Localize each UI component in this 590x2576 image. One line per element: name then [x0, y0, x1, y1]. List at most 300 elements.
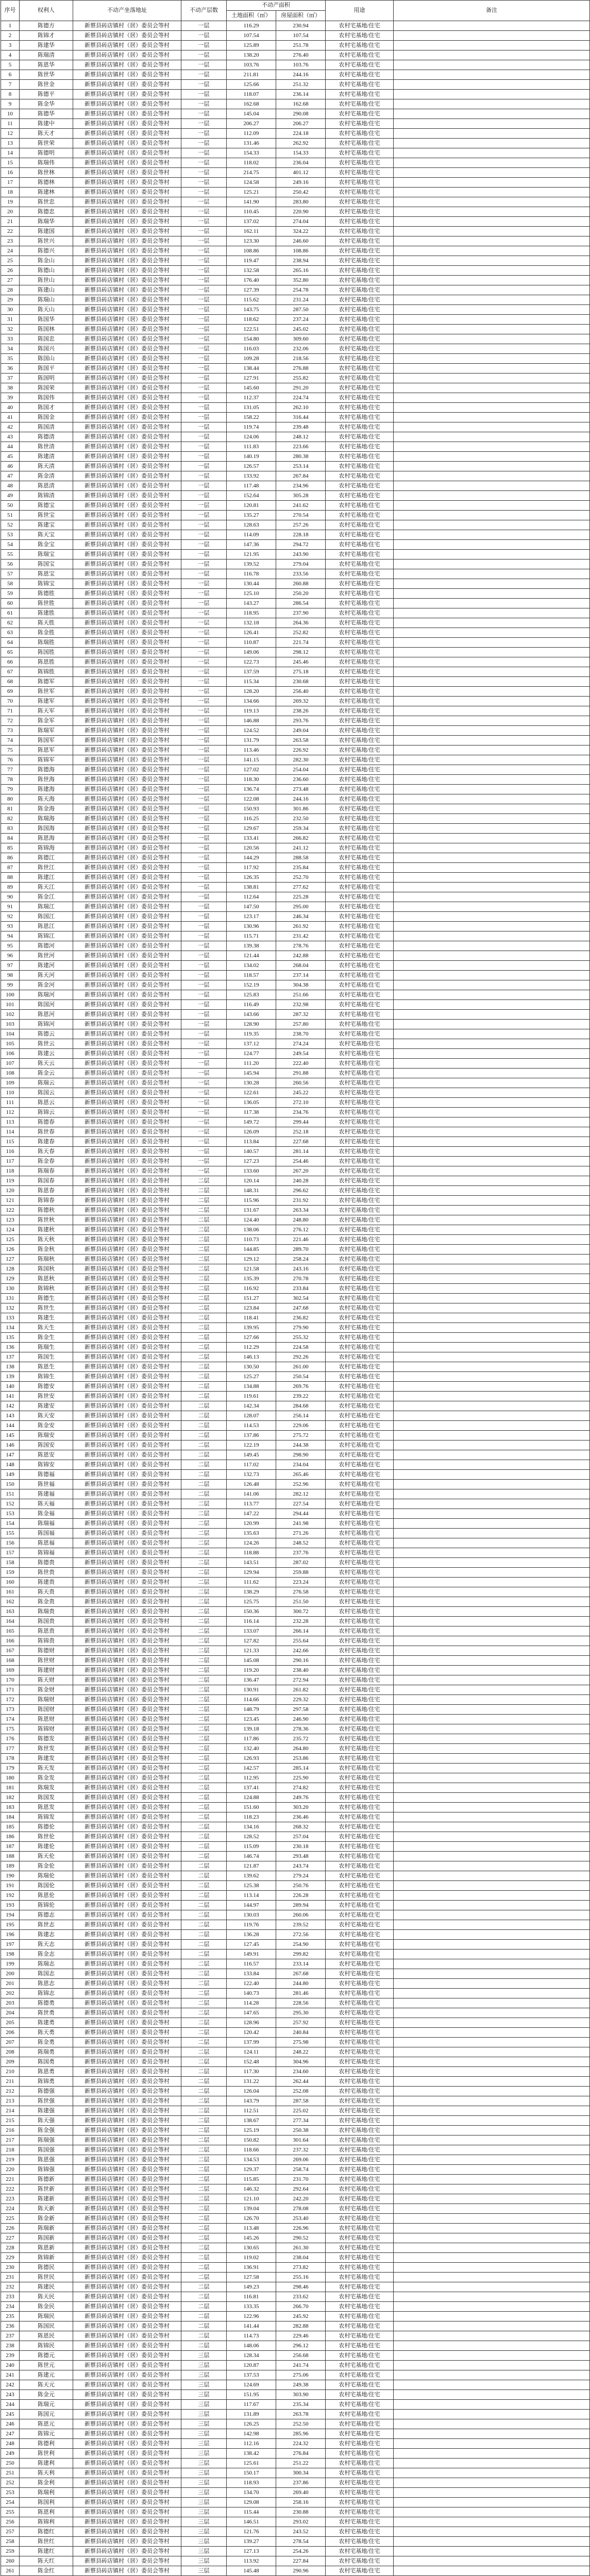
cell-floor: 一层 — [181, 648, 227, 657]
cell-note — [394, 2380, 590, 2390]
cell-floor: 一层 — [181, 139, 227, 148]
cell-land-area: 113.92 — [227, 2556, 276, 2566]
cell-note — [394, 266, 590, 276]
cell-location: 新蔡县砖店镇村（居）委员会等村 — [73, 1636, 181, 1646]
cell-location: 新蔡县砖店镇村（居）委员会等村 — [73, 2429, 181, 2439]
cell-owner: 陈锦河 — [20, 1020, 73, 1029]
cell-location: 新蔡县砖店镇村（居）委员会等村 — [73, 1098, 181, 1108]
cell-floor: 二层 — [181, 1920, 227, 1930]
cell-owner: 陈天宝 — [20, 530, 73, 540]
cell-use: 农村宅基地/住宅 — [326, 403, 394, 413]
cell-land-area: 112.37 — [227, 393, 276, 403]
cell-land-area: 128.34 — [227, 2351, 276, 2361]
cell-note — [394, 1284, 590, 1294]
cell-note — [394, 334, 590, 344]
cell-location: 新蔡县砖店镇村（居）委员会等村 — [73, 2018, 181, 2028]
cell-use: 农村宅基地/住宅 — [326, 1352, 394, 1362]
cell-building-area: 298.90 — [276, 1450, 326, 1460]
cell-location: 新蔡县砖店镇村（居）委员会等村 — [73, 1382, 181, 1392]
cell-location: 新蔡县砖店镇村（居）委员会等村 — [73, 697, 181, 706]
cell-use: 农村宅基地/住宅 — [326, 550, 394, 560]
cell-floor: 一层 — [181, 266, 227, 276]
cell-building-area: 225.90 — [276, 1773, 326, 1783]
cell-building-area: 228.18 — [276, 530, 326, 540]
cell-no: 113 — [1, 1117, 20, 1127]
cell-land-area: 119.20 — [227, 1666, 276, 1675]
cell-building-area: 255.82 — [276, 374, 326, 383]
cell-building-area: 284.68 — [276, 1401, 326, 1411]
cell-note — [394, 1186, 590, 1196]
cell-no: 134 — [1, 1323, 20, 1333]
cell-land-area: 131.67 — [227, 1206, 276, 1215]
cell-floor: 一层 — [181, 325, 227, 334]
cell-floor: 二层 — [181, 2194, 227, 2204]
cell-note — [394, 285, 590, 295]
cell-no: 196 — [1, 1930, 20, 1940]
cell-building-area: 233.62 — [276, 2292, 326, 2302]
cell-location: 新蔡县砖店镇村（居）委员会等村 — [73, 961, 181, 971]
cell-land-area: 137.02 — [227, 217, 276, 227]
cell-floor: 一层 — [181, 41, 227, 50]
cell-location: 新蔡县砖店镇村（居）委员会等村 — [73, 1529, 181, 1538]
table-row — [1, 1930, 590, 1940]
table-row — [1, 1010, 590, 1020]
cell-location: 新蔡县砖店镇村（居）委员会等村 — [73, 2194, 181, 2204]
cell-no: 160 — [1, 1578, 20, 1587]
table-row — [1, 2459, 590, 2468]
cell-floor: 二层 — [181, 1607, 227, 1617]
cell-use: 农村宅基地/住宅 — [326, 1617, 394, 1626]
cell-floor: 一层 — [181, 804, 227, 814]
table-row — [1, 2419, 590, 2429]
table-row — [1, 1724, 590, 1734]
table-row — [1, 374, 590, 383]
cell-building-area: 277.34 — [276, 2116, 326, 2126]
cell-note — [394, 2028, 590, 2038]
cell-land-area: 124.52 — [227, 726, 276, 736]
cell-no: 193 — [1, 1901, 20, 1910]
table-row — [1, 2439, 590, 2449]
cell-building-area: 280.38 — [276, 452, 326, 462]
cell-land-area: 132.58 — [227, 266, 276, 276]
cell-building-area: 274.24 — [276, 1039, 326, 1049]
cell-location: 新蔡县砖店镇村（居）委员会等村 — [73, 1754, 181, 1764]
cell-owner: 陈金福 — [20, 1509, 73, 1519]
cell-floor: 一层 — [181, 726, 227, 736]
cell-owner: 陈瑞军 — [20, 726, 73, 736]
cell-no: 8 — [1, 90, 20, 99]
cell-owner: 陈天强 — [20, 2116, 73, 2126]
cell-no: 224 — [1, 2204, 20, 2214]
cell-no: 94 — [1, 931, 20, 941]
table-row — [1, 2429, 590, 2439]
cell-no: 227 — [1, 2233, 20, 2243]
cell-no: 239 — [1, 2351, 20, 2361]
table-row — [1, 990, 590, 1000]
cell-building-area: 220.90 — [276, 207, 326, 217]
cell-owner: 陈建伦 — [20, 1842, 73, 1852]
cell-no: 161 — [1, 1587, 20, 1597]
cell-location: 新蔡县砖店镇村（居）委员会等村 — [73, 1617, 181, 1626]
cell-owner: 陈国山 — [20, 354, 73, 364]
cell-floor: 一层 — [181, 785, 227, 794]
table-row — [1, 158, 590, 168]
cell-floor: 一层 — [181, 608, 227, 618]
cell-land-area: 118.02 — [227, 158, 276, 168]
cell-building-area: 250.54 — [276, 1372, 326, 1382]
table-row — [1, 315, 590, 325]
table-row — [1, 1147, 590, 1157]
cell-note — [394, 1313, 590, 1323]
cell-building-area: 236.04 — [276, 158, 326, 168]
cell-land-area: 121.58 — [227, 1264, 276, 1274]
cell-floor: 二层 — [181, 1303, 227, 1313]
table-row — [1, 364, 590, 374]
cell-use: 农村宅基地/住宅 — [326, 90, 394, 99]
cell-note — [394, 1088, 590, 1098]
cell-building-area: 290.16 — [276, 1656, 326, 1666]
cell-land-area: 114.66 — [227, 1695, 276, 1705]
cell-floor: 二层 — [181, 1940, 227, 1950]
cell-use: 农村宅基地/住宅 — [326, 716, 394, 726]
cell-note — [394, 657, 590, 667]
cell-building-area: 262.44 — [276, 2077, 326, 2087]
cell-location: 新蔡县砖店镇村（居）委员会等村 — [73, 1460, 181, 1470]
table-row — [1, 60, 590, 70]
cell-use: 农村宅基地/住宅 — [326, 2106, 394, 2116]
table-row — [1, 2106, 590, 2116]
cell-building-area: 251.50 — [276, 1597, 326, 1607]
table-row — [1, 50, 590, 60]
cell-owner: 陈国海 — [20, 824, 73, 834]
cell-note — [394, 2341, 590, 2351]
table-row — [1, 432, 590, 442]
cell-note — [394, 1597, 590, 1607]
cell-owner: 陈恩宝 — [20, 569, 73, 579]
cell-no: 18 — [1, 188, 20, 197]
cell-location: 新蔡县砖店镇村（居）委员会等村 — [73, 1303, 181, 1313]
cell-floor: 二层 — [181, 1861, 227, 1871]
cell-note — [394, 1401, 590, 1411]
cell-owner: 陈国民 — [20, 2321, 73, 2331]
cell-no: 205 — [1, 2018, 20, 2028]
table-row — [1, 883, 590, 892]
table-row — [1, 1636, 590, 1646]
cell-location: 新蔡县砖店镇村（居）委员会等村 — [73, 1783, 181, 1793]
cell-building-area: 299.82 — [276, 1950, 326, 1959]
cell-note — [394, 1440, 590, 1450]
cell-floor: 二层 — [181, 1685, 227, 1695]
table-row — [1, 266, 590, 276]
cell-floor: 一层 — [181, 569, 227, 579]
cell-no: 251 — [1, 2468, 20, 2478]
table-row — [1, 1509, 590, 1519]
cell-note — [394, 2517, 590, 2527]
cell-use: 农村宅基地/住宅 — [326, 1587, 394, 1597]
cell-owner: 陈恩秋 — [20, 1274, 73, 1284]
cell-use: 农村宅基地/住宅 — [326, 1157, 394, 1166]
cell-land-area: 136.47 — [227, 1675, 276, 1685]
cell-land-area: 124.58 — [227, 178, 276, 188]
cell-note — [394, 2507, 590, 2517]
cell-land-area: 146.74 — [227, 1852, 276, 1861]
cell-owner: 陈恩元 — [20, 2419, 73, 2429]
cell-land-area: 116.29 — [227, 21, 276, 31]
cell-location: 新蔡县砖店镇村（居）委员会等村 — [73, 1450, 181, 1460]
cell-use: 农村宅基地/住宅 — [326, 1215, 394, 1225]
table-row — [1, 2331, 590, 2341]
cell-use: 农村宅基地/住宅 — [326, 1078, 394, 1088]
cell-no: 77 — [1, 765, 20, 775]
cell-building-area: 252.50 — [276, 2419, 326, 2429]
cell-use: 农村宅基地/住宅 — [326, 697, 394, 706]
cell-building-area: 261.30 — [276, 2243, 326, 2253]
cell-use: 农村宅基地/住宅 — [326, 1773, 394, 1783]
table-row — [1, 2547, 590, 2556]
cell-note — [394, 1842, 590, 1852]
cell-floor: 一层 — [181, 1098, 227, 1108]
cell-owner: 陈恩华 — [20, 60, 73, 70]
cell-floor: 一层 — [181, 413, 227, 422]
cell-no: 59 — [1, 589, 20, 599]
cell-building-area: 231.24 — [276, 295, 326, 305]
cell-owner: 陈建江 — [20, 873, 73, 883]
cell-owner: 陈世民 — [20, 2273, 73, 2282]
cell-floor: 一层 — [181, 393, 227, 403]
cell-owner: 陈世新 — [20, 2184, 73, 2194]
table-row — [1, 1421, 590, 1431]
cell-location: 新蔡县砖店镇村（居）委员会等村 — [73, 1842, 181, 1852]
cell-location: 新蔡县砖店镇村（居）委员会等村 — [73, 1626, 181, 1636]
cell-owner: 陈国利 — [20, 2498, 73, 2507]
cell-building-area: 290.52 — [276, 2233, 326, 2243]
cell-note — [394, 1147, 590, 1157]
table-row — [1, 2243, 590, 2253]
cell-building-area: 237.14 — [276, 971, 326, 980]
cell-no: 217 — [1, 2136, 20, 2145]
cell-no: 148 — [1, 1460, 20, 1470]
cell-note — [394, 892, 590, 902]
cell-location: 新蔡县砖店镇村（居）委员会等村 — [73, 2008, 181, 2018]
cell-note — [394, 589, 590, 599]
cell-no: 81 — [1, 804, 20, 814]
cell-floor: 二层 — [181, 1440, 227, 1450]
cell-use: 农村宅基地/住宅 — [326, 129, 394, 139]
cell-note — [394, 129, 590, 139]
cell-building-area: 248.12 — [276, 432, 326, 442]
cell-use: 农村宅基地/住宅 — [326, 1284, 394, 1294]
table-row — [1, 530, 590, 540]
cell-owner: 陈金利 — [20, 2478, 73, 2488]
cell-location: 新蔡县砖店镇村（居）委员会等村 — [73, 90, 181, 99]
cell-location: 新蔡县砖店镇村（居）委员会等村 — [73, 2057, 181, 2067]
cell-note — [394, 1519, 590, 1529]
cell-use: 农村宅基地/住宅 — [326, 2498, 394, 2507]
cell-land-area: 130.96 — [227, 922, 276, 931]
cell-building-area: 285.96 — [276, 2429, 326, 2439]
cell-land-area: 119.74 — [227, 422, 276, 432]
cell-floor: 二层 — [181, 1724, 227, 1734]
cell-note — [394, 1166, 590, 1176]
cell-use: 农村宅基地/住宅 — [326, 413, 394, 422]
table-row — [1, 1480, 590, 1489]
cell-land-area: 142.34 — [227, 1401, 276, 1411]
cell-land-area: 125.75 — [227, 1597, 276, 1607]
cell-floor: 一层 — [181, 755, 227, 765]
cell-use: 农村宅基地/住宅 — [326, 2175, 394, 2184]
cell-use: 农村宅基地/住宅 — [326, 1421, 394, 1431]
cell-note — [394, 158, 590, 168]
cell-owner: 陈国明 — [20, 374, 73, 383]
cell-no: 247 — [1, 2429, 20, 2439]
cell-owner: 陈瑞春 — [20, 1166, 73, 1176]
cell-use: 农村宅基地/住宅 — [326, 1108, 394, 1117]
cell-location: 新蔡县砖店镇村（居）委员会等村 — [73, 2380, 181, 2390]
cell-no: 141 — [1, 1392, 20, 1401]
cell-building-area: 271.26 — [276, 1529, 326, 1538]
cell-no: 190 — [1, 1871, 20, 1881]
cell-building-area: 236.14 — [276, 90, 326, 99]
table-row — [1, 2488, 590, 2498]
cell-land-area: 137.53 — [227, 2370, 276, 2380]
cell-use: 农村宅基地/住宅 — [326, 2361, 394, 2370]
cell-note — [394, 442, 590, 452]
cell-building-area: 245.22 — [276, 1088, 326, 1098]
cell-building-area: 243.52 — [276, 2527, 326, 2537]
cell-land-area: 130.91 — [227, 1685, 276, 1695]
cell-use: 农村宅基地/住宅 — [326, 971, 394, 980]
cell-owner: 陈建利 — [20, 2459, 73, 2468]
cell-building-area: 241.74 — [276, 2361, 326, 2370]
cell-use: 农村宅基地/住宅 — [326, 1842, 394, 1852]
cell-no: 171 — [1, 1685, 20, 1695]
cell-building-area: 243.90 — [276, 550, 326, 560]
cell-land-area: 116.49 — [227, 1000, 276, 1010]
cell-note — [394, 99, 590, 109]
cell-building-area: 263.78 — [276, 2410, 326, 2419]
cell-floor: 一层 — [181, 1166, 227, 1176]
cell-land-area: 146.13 — [227, 1352, 276, 1362]
cell-location: 新蔡县砖店镇村（居）委员会等村 — [73, 599, 181, 608]
cell-floor: 一层 — [181, 520, 227, 530]
cell-use: 农村宅基地/住宅 — [326, 1245, 394, 1255]
cell-floor: 二层 — [181, 2282, 227, 2292]
cell-use: 农村宅基地/住宅 — [326, 1822, 394, 1832]
cell-use: 农村宅基地/住宅 — [326, 2214, 394, 2224]
table-row — [1, 687, 590, 697]
cell-note — [394, 462, 590, 471]
cell-location: 新蔡县砖店镇村（居）委员会等村 — [73, 804, 181, 814]
cell-note — [394, 2096, 590, 2106]
cell-floor: 二层 — [181, 1881, 227, 1891]
table-row — [1, 471, 590, 481]
cell-building-area: 241.62 — [276, 501, 326, 511]
cell-use: 农村宅基地/住宅 — [326, 1401, 394, 1411]
cell-floor: 二层 — [181, 2204, 227, 2214]
cell-note — [394, 1264, 590, 1274]
cell-no: 110 — [1, 1088, 20, 1098]
cell-location: 新蔡县砖店镇村（居）委员会等村 — [73, 501, 181, 511]
table-row — [1, 2214, 590, 2224]
cell-location: 新蔡县砖店镇村（居）委员会等村 — [73, 1157, 181, 1166]
cell-floor: 二层 — [181, 1538, 227, 1548]
cell-land-area: 151.27 — [227, 1294, 276, 1303]
cell-note — [394, 2429, 590, 2439]
cell-owner: 陈德宝 — [20, 501, 73, 511]
table-row — [1, 1431, 590, 1440]
cell-use: 农村宅基地/住宅 — [326, 785, 394, 794]
cell-no: 220 — [1, 2165, 20, 2175]
cell-no: 129 — [1, 1274, 20, 1284]
cell-land-area: 148.06 — [227, 2341, 276, 2351]
table-row — [1, 2498, 590, 2507]
cell-floor: 二层 — [181, 2302, 227, 2312]
cell-floor: 三层 — [181, 2517, 227, 2527]
cell-land-area: 125.10 — [227, 589, 276, 599]
cell-location: 新蔡县砖店镇村（居）委员会等村 — [73, 2077, 181, 2087]
cell-building-area: 232.28 — [276, 1617, 326, 1626]
cell-owner: 陈恩云 — [20, 1098, 73, 1108]
cell-location: 新蔡县砖店镇村（居）委员会等村 — [73, 70, 181, 80]
cell-no: 223 — [1, 2194, 20, 2204]
cell-land-area: 132.40 — [227, 1744, 276, 1754]
cell-use: 农村宅基地/住宅 — [326, 511, 394, 520]
cell-owner: 陈金伦 — [20, 1861, 73, 1871]
cell-use: 农村宅基地/住宅 — [326, 1548, 394, 1558]
cell-use: 农村宅基地/住宅 — [326, 589, 394, 599]
cell-floor: 二层 — [181, 1969, 227, 1979]
cell-building-area: 352.80 — [276, 276, 326, 285]
cell-building-area: 228.56 — [276, 1998, 326, 2008]
cell-land-area: 143.27 — [227, 599, 276, 608]
cell-building-area: 241.12 — [276, 843, 326, 853]
cell-note — [394, 2468, 590, 2478]
cell-use: 农村宅基地/住宅 — [326, 1920, 394, 1930]
cell-note — [394, 941, 590, 951]
cell-use: 农村宅基地/住宅 — [326, 2155, 394, 2165]
cell-use: 农村宅基地/住宅 — [326, 628, 394, 638]
cell-use: 农村宅基地/住宅 — [326, 148, 394, 158]
cell-floor: 一层 — [181, 1108, 227, 1117]
cell-land-area: 137.12 — [227, 1039, 276, 1049]
cell-floor: 二层 — [181, 1450, 227, 1460]
cell-no: 51 — [1, 511, 20, 520]
cell-location: 新蔡县砖店镇村（居）委员会等村 — [73, 2273, 181, 2282]
cell-use: 农村宅基地/住宅 — [326, 2507, 394, 2517]
cell-floor: 一层 — [181, 31, 227, 41]
cell-floor: 二层 — [181, 1411, 227, 1421]
cell-land-area: 152.64 — [227, 491, 276, 501]
cell-no: 198 — [1, 1950, 20, 1959]
cell-floor: 一层 — [181, 1020, 227, 1029]
cell-owner: 陈德志 — [20, 1910, 73, 1920]
cell-use: 农村宅基地/住宅 — [326, 1529, 394, 1538]
cell-no: 135 — [1, 1333, 20, 1343]
cell-building-area: 230.94 — [276, 21, 326, 31]
cell-land-area: 129.12 — [227, 1255, 276, 1264]
cell-land-area: 109.28 — [227, 354, 276, 364]
cell-location: 新蔡县砖店镇村（居）委员会等村 — [73, 931, 181, 941]
cell-location: 新蔡县砖店镇村（居）委员会等村 — [73, 2096, 181, 2106]
cell-use: 农村宅基地/住宅 — [326, 21, 394, 31]
cell-use: 农村宅基地/住宅 — [326, 638, 394, 648]
table-row — [1, 2292, 590, 2302]
cell-floor: 二层 — [181, 2136, 227, 2145]
cell-use: 农村宅基地/住宅 — [326, 2077, 394, 2087]
cell-floor: 二层 — [181, 1578, 227, 1587]
cell-no: 168 — [1, 1656, 20, 1666]
cell-location: 新蔡县砖店镇村（居）委员会等村 — [73, 785, 181, 794]
